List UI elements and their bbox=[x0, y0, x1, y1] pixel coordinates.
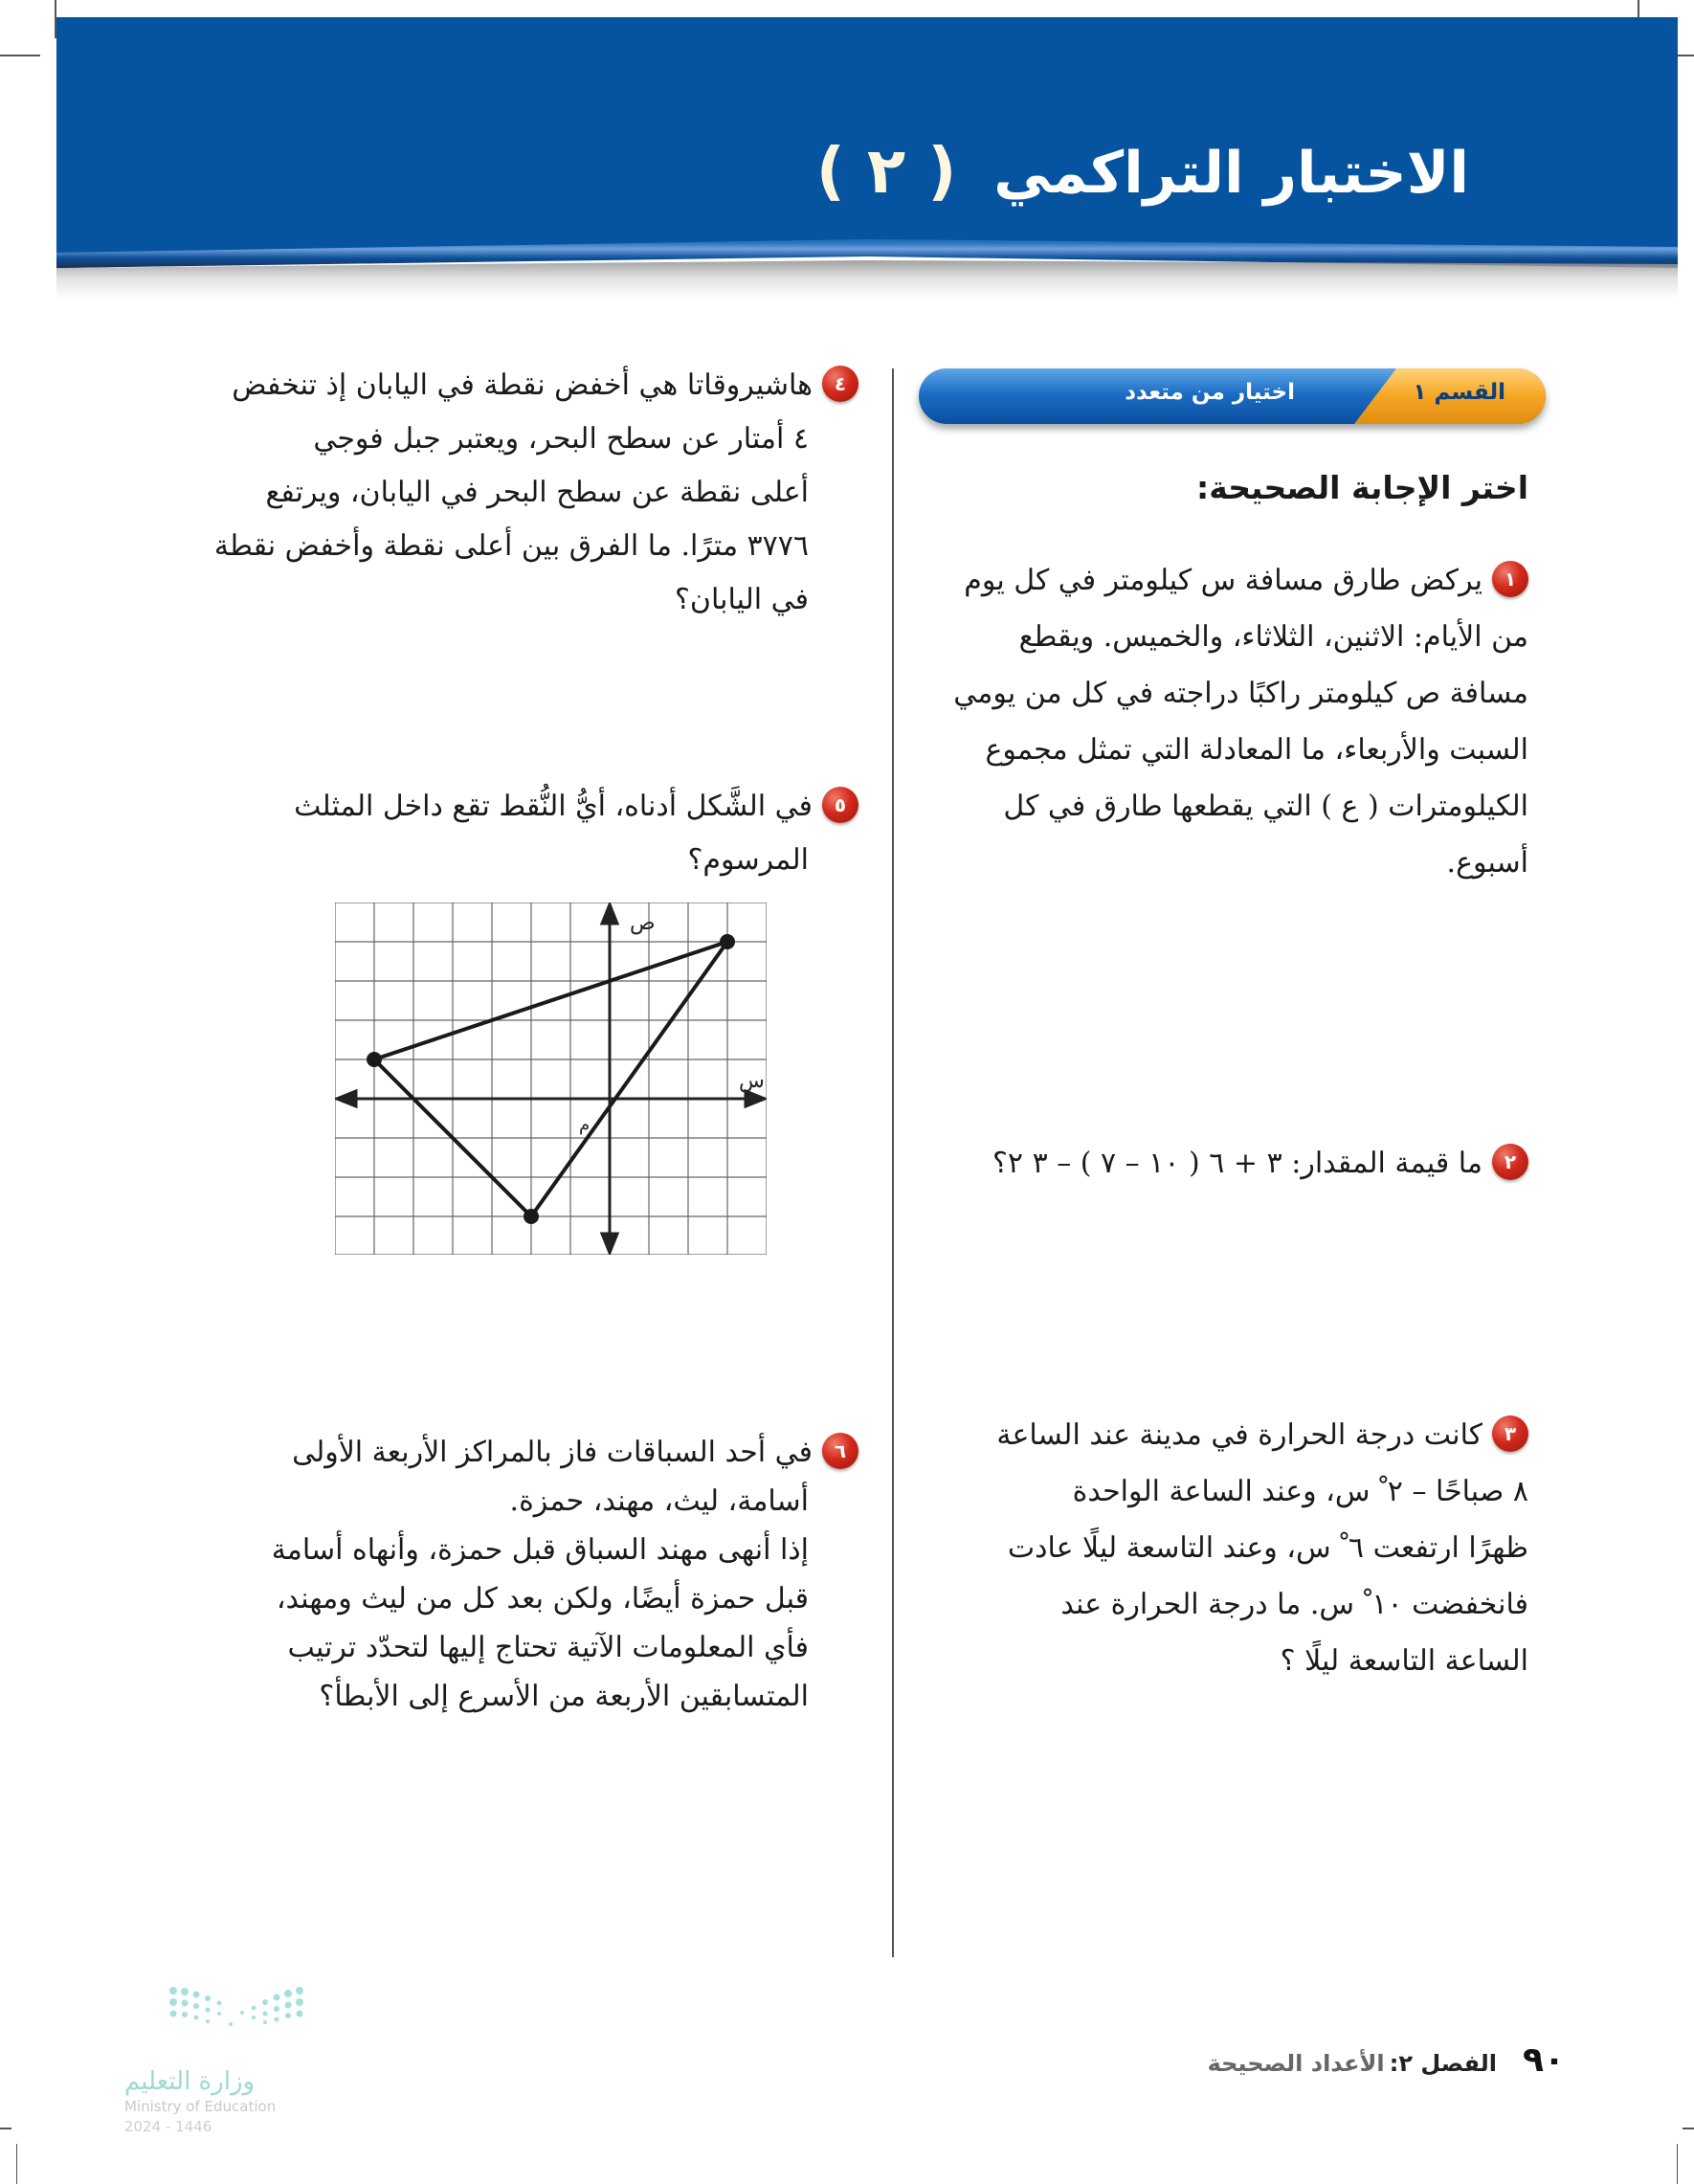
crop-mark bbox=[55, 0, 56, 38]
question-text-line: ظهرًا ارتفعت ٦ ْ س، وعند التاسعة ليلًا عادت bbox=[1007, 1531, 1528, 1565]
ministry-name-en: Ministry of Education bbox=[124, 2098, 277, 2115]
triangle-vertices bbox=[367, 934, 735, 1224]
question-text-line: يركض طارق مسافة س كيلومتر في كل يوم bbox=[964, 564, 1482, 597]
question-1 bbox=[953, 552, 1528, 891]
question-3 bbox=[996, 1407, 1528, 1689]
question-text-line: أسامة، ليث، مهند، حمزة. bbox=[509, 1484, 809, 1518]
ministry-year: 2024 - 1446 bbox=[124, 2118, 212, 2135]
question-number-badge: ٦ bbox=[822, 1433, 858, 1469]
ministry-dots-icon bbox=[167, 1986, 321, 2043]
question-text-line: فأي المعلومات الآتية تحتاج إليها لتحدّد ترتيب bbox=[287, 1631, 809, 1664]
question-text-line: إذا أنهى مهند السباق قبل حمزة، وأنهاه أسامة bbox=[271, 1533, 809, 1567]
question-text-line: ٨ صباحًا – ٢ ْ س، وعند الساعة الواحدة bbox=[1072, 1475, 1528, 1508]
banner-shadow bbox=[56, 260, 1678, 299]
coordinate-graph bbox=[335, 903, 767, 1255]
ministry-name-ar: وزارة التعليم bbox=[124, 2067, 256, 2096]
question-number-badge: ٢ bbox=[1492, 1144, 1528, 1180]
question-number-badge: ٥ bbox=[822, 787, 858, 823]
crop-mark bbox=[0, 2128, 11, 2129]
question-text-line: ٤ أمتار عن سطح البحر، ويعتبر جبل فوجي bbox=[313, 422, 809, 456]
page-title-number: ( ٢ ) bbox=[815, 134, 957, 208]
question-text-line: كانت درجة الحرارة في مدينة عند الساعة bbox=[996, 1418, 1482, 1452]
question-5 bbox=[294, 780, 858, 887]
question-text-line: قبل حمزة أيضًا، ولكن بعد كل من ليث ومهند، bbox=[276, 1582, 809, 1616]
question-number-badge: ٣ bbox=[1492, 1415, 1528, 1452]
chapter-label: الفصل ٢: bbox=[1389, 2050, 1497, 2077]
instruction: اختر الإجابة الصحيحة: bbox=[1196, 469, 1528, 506]
question-6 bbox=[272, 1428, 858, 1721]
y-axis-label: ص bbox=[630, 911, 656, 935]
triangle bbox=[374, 942, 727, 1216]
question-text-line: أسبوع. bbox=[1446, 846, 1528, 880]
question-text-line: الساعة التاسعة ليلًا ؟ bbox=[1280, 1644, 1528, 1678]
section-number: القسم ١ bbox=[1413, 380, 1505, 405]
question-4 bbox=[214, 359, 858, 627]
question-number-badge: ٤ bbox=[822, 366, 858, 402]
question-text-line: المرسوم؟ bbox=[687, 843, 809, 877]
question-text-line: هاشيروقاتا هي أخفض نقطة في اليابان إذ تنخفض bbox=[232, 368, 813, 402]
question-text-line: ما قيمة المقدار: ٣ + ٦ ( ١٠ – ٧ ) – ٣ ٢؟ bbox=[992, 1147, 1482, 1180]
question-text-line: من الأيام: الاثنين، الثلاثاء، والخميس. ويقطع bbox=[1018, 620, 1528, 654]
question-text-line: الكيلومترات ( ع ) التي يقطعها طارق في كل bbox=[1003, 790, 1528, 823]
question-text-line: مسافة ص كيلومتر راكبًا دراجته في كل من يومي bbox=[953, 677, 1528, 710]
crop-mark bbox=[16, 2144, 17, 2184]
question-text-line: فانخفضت ١٠ ْ س. ما درجة الحرارة عند bbox=[1060, 1588, 1528, 1621]
x-axis-label: س bbox=[739, 1069, 765, 1093]
ministry-logo bbox=[86, 1986, 316, 2135]
question-text-line: في الشَّكل أدناه، أيُّ النُّقط تقع داخل المثلث bbox=[294, 790, 813, 823]
crop-mark bbox=[1683, 2128, 1694, 2129]
column-divider bbox=[892, 368, 894, 1957]
section-type: اختيار من متعدد bbox=[1125, 380, 1295, 405]
origin-label: م bbox=[579, 1115, 591, 1135]
question-text-line: أعلى نقطة عن سطح البحر في اليابان، ويرتفع bbox=[265, 476, 809, 509]
crop-mark bbox=[0, 55, 40, 56]
page-number: ٩٠ bbox=[1523, 2040, 1565, 2080]
question-text-line: ٣٧٧٦ مترًا. ما الفرق بين أعلى نقطة وأخفض نقطة bbox=[213, 529, 809, 563]
question-text-line: المتسابقين الأربعة من الأسرع إلى الأبطأ؟ bbox=[319, 1680, 809, 1713]
page-title bbox=[816, 134, 1469, 208]
axes bbox=[337, 904, 765, 1253]
page-footer bbox=[1208, 2040, 1565, 2080]
question-number-badge: ١ bbox=[1492, 561, 1528, 597]
crop-mark bbox=[1677, 2144, 1678, 2184]
page-title-text: الاختبار التراكمي bbox=[993, 140, 1469, 207]
chapter-title: الأعداد الصحيحة bbox=[1207, 2050, 1385, 2077]
question-text-line: في أحد السباقات فاز بالمراكز الأربعة الأولى bbox=[292, 1436, 813, 1469]
question-text-line: السبت والأربعاء، ما المعادلة التي تمثل مجموع bbox=[985, 733, 1528, 767]
question-2 bbox=[992, 1135, 1528, 1192]
section-header bbox=[919, 368, 1546, 424]
question-text-line: في اليابان؟ bbox=[675, 583, 809, 616]
grid bbox=[335, 903, 767, 1255]
